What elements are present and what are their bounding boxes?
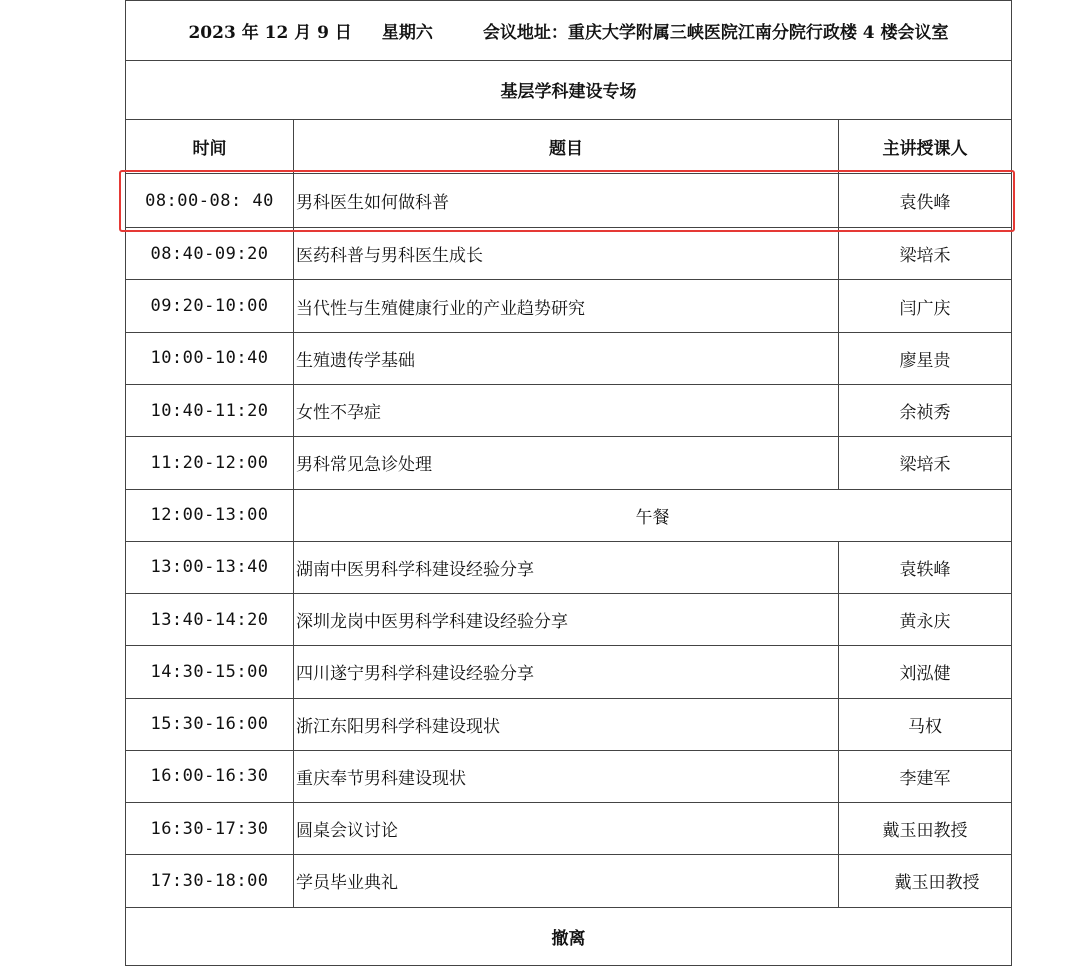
- column-header-time: 时间: [126, 119, 294, 173]
- row-topic: 学员毕业典礼: [294, 855, 839, 907]
- row-speaker: 马权: [839, 698, 1012, 750]
- header-location: 会议地址：重庆大学附属三峡医院江南分院行政楼 4 楼会议室: [482, 23, 949, 44]
- table-row: [126, 280, 1012, 332]
- footer-row: [126, 907, 1012, 965]
- row-time: 08:00-08: 40: [126, 173, 294, 227]
- row-topic-lunch: 午餐: [294, 489, 1012, 541]
- table-row: [126, 437, 1012, 489]
- row-time: 11:20-12:00: [126, 437, 294, 489]
- row-topic: 女性不孕症: [294, 384, 839, 436]
- row-topic: 当代性与生殖健康行业的产业趋势研究: [294, 280, 839, 332]
- table-row: [126, 855, 1012, 907]
- row-time: 13:00-13:40: [126, 541, 294, 593]
- row-speaker: 余祯秀: [839, 384, 1012, 436]
- row-speaker: 戴玉田教授: [839, 855, 1012, 907]
- header-date: 2023 年 12 月 9 日: [188, 23, 352, 44]
- table-row: [126, 541, 1012, 593]
- table-row: [126, 698, 1012, 750]
- row-time: 16:30-17:30: [126, 803, 294, 855]
- row-time: 15:30-16:00: [126, 698, 294, 750]
- row-topic: 湖南中医男科学科建设经验分享: [294, 541, 839, 593]
- row-topic: 重庆奉节男科建设现状: [294, 750, 839, 802]
- section-title: 基层学科建设专场: [126, 61, 1012, 119]
- row-topic: 圆桌会议讨论: [294, 803, 839, 855]
- row-time: 10:40-11:20: [126, 384, 294, 436]
- row-speaker: 袁佚峰: [839, 173, 1012, 227]
- row-topic: 生殖遗传学基础: [294, 332, 839, 384]
- row-speaker: 李建军: [839, 750, 1012, 802]
- row-topic: 深圳龙岗中医男科学科建设经验分享: [294, 594, 839, 646]
- column-header-speaker: 主讲授课人: [839, 119, 1012, 173]
- row-time: 12:00-13:00: [126, 489, 294, 541]
- row-time: 14:30-15:00: [126, 646, 294, 698]
- row-speaker: 戴玉田教授: [839, 803, 1012, 855]
- table-row: [126, 384, 1012, 436]
- row-time: 08:40-09:20: [126, 228, 294, 280]
- footer-cell: 撤离: [126, 907, 1012, 965]
- header-weekday: 星期六: [381, 23, 433, 44]
- header-cell: [126, 1, 1012, 61]
- column-header-row: [126, 119, 1012, 173]
- row-topic: 男科医生如何做科普: [294, 173, 839, 227]
- table-row: [126, 332, 1012, 384]
- row-topic: 四川遂宁男科学科建设经验分享: [294, 646, 839, 698]
- row-speaker: 梁培禾: [839, 437, 1012, 489]
- header-row: [126, 1, 1012, 61]
- row-topic: 男科常见急诊处理: [294, 437, 839, 489]
- row-topic: 浙江东阳男科学科建设现状: [294, 698, 839, 750]
- table-row: [126, 646, 1012, 698]
- table-row: [126, 594, 1012, 646]
- table-row: [126, 228, 1012, 280]
- row-speaker: 廖星贵: [839, 332, 1012, 384]
- row-speaker: 刘泓健: [839, 646, 1012, 698]
- row-speaker: 梁培禾: [839, 228, 1012, 280]
- column-header-topic: 题目: [294, 119, 839, 173]
- row-time: 13:40-14:20: [126, 594, 294, 646]
- table-row: [126, 803, 1012, 855]
- row-speaker: 袁轶峰: [839, 541, 1012, 593]
- row-time: 16:00-16:30: [126, 750, 294, 802]
- schedule-table: [125, 0, 1012, 966]
- row-time: 10:00-10:40: [126, 332, 294, 384]
- section-title-row: [126, 61, 1012, 119]
- table-row: [126, 173, 1012, 227]
- row-speaker: 闫广庆: [839, 280, 1012, 332]
- row-topic: 医药科普与男科医生成长: [294, 228, 839, 280]
- row-speaker: 黄永庆: [839, 594, 1012, 646]
- table-row: [126, 750, 1012, 802]
- row-time: 17:30-18:00: [126, 855, 294, 907]
- table-row-lunch: [126, 489, 1012, 541]
- row-time: 09:20-10:00: [126, 280, 294, 332]
